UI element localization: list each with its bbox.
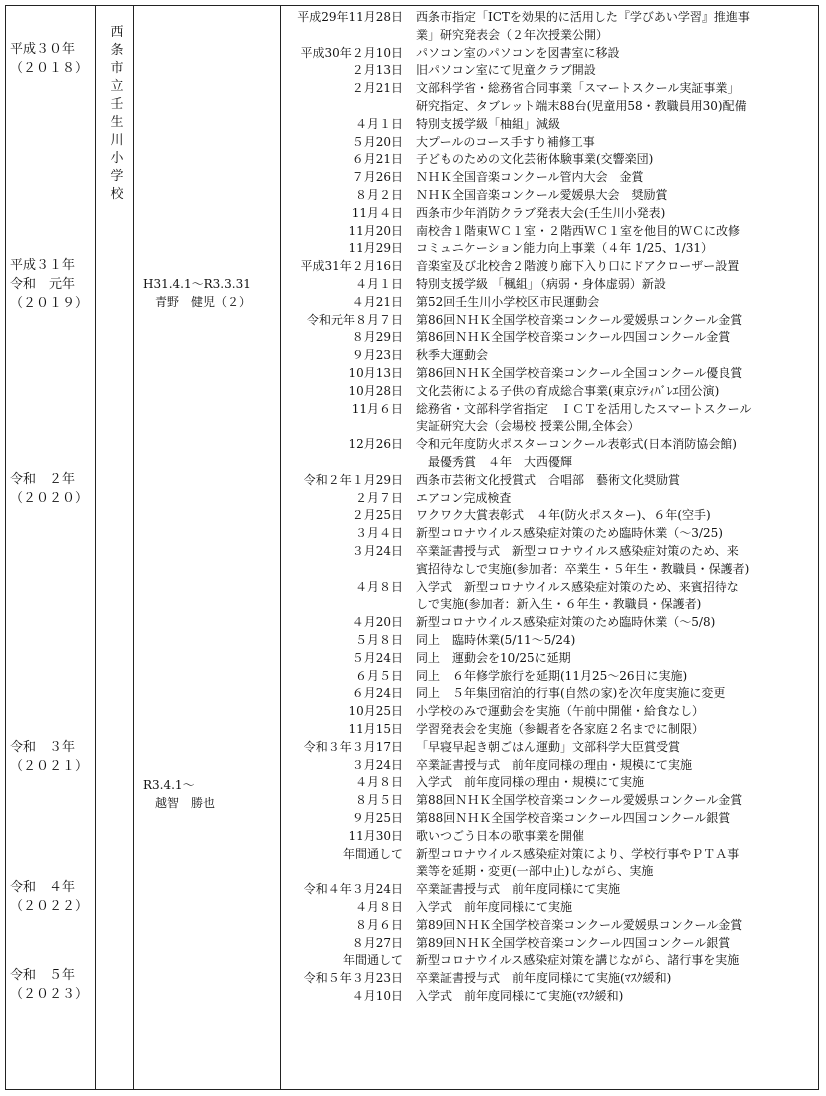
- event-row: [283, 756, 811, 774]
- event-date: ４月１日: [354, 116, 403, 131]
- event-text: 第88回ＮＨＫ全国学校音楽コンクール愛媛県コンクール金賞: [416, 793, 743, 808]
- principal-term: H31.4.1～R3.3.31 青野 健児（２）: [143, 277, 252, 309]
- event-row: [283, 987, 811, 1005]
- event-row: [283, 506, 811, 524]
- event-date: 10月13日: [348, 366, 403, 380]
- event-text: 第89回ＮＨＫ全国学校音楽コンクール愛媛県コンクール金賞: [416, 917, 743, 932]
- event-row: [283, 79, 811, 97]
- event-text: 同上 運動会を10/25に延期: [416, 650, 571, 665]
- school-name: 西 条 市 立 壬 生 川 小 学 校: [110, 25, 124, 202]
- event-date: 11月30日: [348, 828, 403, 843]
- event-row: [283, 489, 811, 507]
- event-row: [283, 204, 811, 222]
- event-text: 第88回ＮＨＫ全国学校音楽コンクール四国コンクール銀賞: [416, 811, 731, 825]
- event-row: [283, 916, 811, 934]
- event-row: [283, 524, 811, 542]
- event-date: ４月８日: [354, 775, 403, 790]
- event-date: ２月21日: [351, 81, 403, 96]
- event-row: [283, 382, 811, 400]
- event-text: 令和元年度防火ポスターコンクール表彰式(日本消防協会館): [416, 437, 737, 452]
- event-date: ４月20日: [351, 615, 403, 630]
- event-text: 西条市少年消防クラブ発表大会(壬生川小発表): [416, 205, 666, 220]
- event-text: 入学式 前年度同様にて実施(ﾏｽｸ緩和): [416, 989, 624, 1003]
- event-text: コミュニケーション能力向上事業（４年 1/25、1/31）: [416, 241, 713, 256]
- event-row: [283, 400, 811, 418]
- event-text: 特別支援学級 「楓組」（病弱・身体虚弱）新設: [416, 277, 666, 291]
- event-date: 令和２年１月29日: [303, 472, 403, 487]
- event-date: 年間通して: [342, 846, 403, 861]
- event-row: [283, 684, 811, 702]
- event-date: 令和４年３月24日: [303, 882, 403, 897]
- era-label: 令和 ４年 （２０２２）: [10, 880, 89, 914]
- event-text: 入学式 前年度同様の理由・規模にて実施: [416, 775, 645, 790]
- event-text: 第86回ＮＨＫ全国学校音楽コンクール愛媛県コンクール金賞: [416, 312, 743, 327]
- event-row: [283, 667, 811, 685]
- event-date: ２月13日: [351, 63, 403, 78]
- era-label: 令和 ５年 （２０２３）: [10, 968, 89, 1002]
- event-text: 卒業証書授与式 前年度同様にて実施: [416, 882, 621, 897]
- event-row: [283, 595, 811, 613]
- event-date: ３月24日: [351, 544, 403, 558]
- event-row: [283, 275, 811, 293]
- event-row: [283, 328, 811, 346]
- event-date: ８月27日: [351, 935, 403, 950]
- era-label: 令和 ２年 （２０２０）: [10, 472, 89, 506]
- event-row: [283, 773, 811, 791]
- event-text: 実証研究大会（会場校 授業公開,全体会）: [416, 419, 640, 434]
- event-text: 研究指定、タブレット端末88台(児童用58・教職員用30)配備: [416, 99, 747, 113]
- event-text: 「早寝早起き朝ごはん運動」文部科学大臣賞受賞: [416, 739, 681, 754]
- event-date: 11月20日: [348, 223, 403, 238]
- event-text: 卒業証書授与式 新型コロナウイルス感染症対策のため、来: [416, 544, 739, 558]
- event-date: 11月29日: [348, 241, 403, 256]
- event-text: 同上 臨時休業(5/11～5/24): [416, 633, 576, 647]
- event-text: 文部科学省・総務省合同事業「スマートスクール実証事業」: [416, 81, 740, 96]
- event-row: [283, 186, 811, 204]
- event-date: 12月26日: [348, 437, 403, 452]
- event-row: [283, 97, 811, 115]
- event-row: [283, 560, 811, 578]
- column-divider: [280, 5, 281, 1090]
- event-row: [283, 239, 811, 257]
- event-date: 11月６日: [351, 401, 403, 416]
- event-row: [283, 702, 811, 720]
- event-text: エアコン完成検査: [416, 490, 512, 505]
- event-text: 新型コロナウイルス感染症対策のため臨時休業（～3/25): [416, 526, 723, 541]
- era-label: 平成３０年 （２０１８）: [10, 42, 89, 76]
- event-row: [283, 311, 811, 329]
- event-date: ２月25日: [351, 508, 403, 523]
- event-date: 平成31年２月16日: [300, 259, 403, 274]
- event-row: [283, 257, 811, 275]
- event-date: ２月７日: [354, 490, 403, 505]
- event-row: [283, 738, 811, 756]
- event-date: ３月24日: [351, 757, 403, 772]
- event-row: [283, 8, 811, 26]
- event-text: 入学式 新型コロナウイルス感染症対策のため、来賓招待な: [416, 579, 739, 594]
- event-text: 秋季大運動会: [416, 348, 489, 363]
- event-text: 西条市芸術文化授賞式 合唱部 藝術文化奨励賞: [416, 472, 681, 487]
- event-date: 令和３年３月17日: [303, 739, 403, 754]
- event-text: 新型コロナウイルス感染症対策のため臨時休業（～5/8): [416, 615, 716, 630]
- event-text: 業」研究発表会（２年次授業公開）: [416, 27, 609, 42]
- event-row: [283, 26, 811, 44]
- event-date: ３月４日: [354, 526, 403, 541]
- event-text: 業等を延期・変更(一部中止)しながら、実施: [416, 864, 654, 879]
- event-date: ６月21日: [351, 152, 403, 167]
- event-text: 大プールのコース手すり補修工事: [416, 134, 595, 149]
- event-text: しで実施(参加者：新入生・６年生・教職員・保護者): [416, 597, 702, 612]
- event-text: 特別支援学級「柚組」減級: [416, 116, 561, 131]
- event-row: [283, 133, 811, 151]
- event-text: 入学式 前年度同様にて実施: [416, 900, 573, 914]
- event-text: 第86回ＮＨＫ全国学校音楽コンクール四国コンクール金賞: [416, 330, 731, 345]
- event-text: 卒業証書授与式 前年度同様の理由・規模にて実施: [416, 757, 693, 772]
- event-row: [283, 631, 811, 649]
- era-label: 平成３１年 令和 元年 （２０１９）: [10, 258, 89, 311]
- event-row: [283, 613, 811, 631]
- event-row: [283, 951, 811, 969]
- event-date: ６月５日: [354, 668, 403, 683]
- event-text: 子どものための文化芸術体験事業(交響楽団): [416, 152, 654, 167]
- event-row: [283, 435, 811, 453]
- event-text: 同上 ５年集団宿泊的行事(自然の家)を次年度実施に変更: [416, 686, 726, 701]
- event-text: ワクワク大賞表彰式 ４年(防火ポスター)、６年(空手): [416, 508, 711, 523]
- event-date: 10月25日: [348, 704, 403, 719]
- event-text: パソコン室のパソコンを図書室に移設: [416, 45, 620, 60]
- event-row: [283, 417, 811, 435]
- event-text: 総務省・文部科学省指定 ＩＣＴを活用したスマートスクール: [416, 401, 752, 416]
- event-text: 新型コロナウイルス感染症対策を講じながら、諸行事を実施: [416, 953, 740, 968]
- event-row: [283, 471, 811, 489]
- event-date: ５月８日: [354, 633, 403, 647]
- event-date: 11月15日: [348, 722, 403, 736]
- era-label: 令和 ３年 （２０２１）: [10, 740, 89, 774]
- event-text: 音楽室及び北校舎２階渡り廊下入り口にドアクローザー設置: [416, 259, 740, 274]
- event-date: ４月８日: [354, 900, 403, 914]
- event-date: 令和元年８月７日: [306, 312, 403, 327]
- event-date: 年間通して: [342, 953, 403, 968]
- event-date: ４月21日: [351, 294, 403, 309]
- event-row: [283, 150, 811, 168]
- event-text: ＮＨＫ全国音楽コンクール管内大会 金賞: [416, 170, 644, 185]
- event-row: [283, 168, 811, 186]
- event-date: ４月10日: [351, 989, 403, 1003]
- event-date: ８月29日: [351, 330, 403, 345]
- column-divider: [133, 5, 134, 1090]
- event-text: 同上 ６年修学旅行を延期(11月25～26日に実施): [416, 668, 688, 683]
- event-text: ＮＨＫ全国音楽コンクール愛媛県大会 奨励賞: [416, 188, 668, 202]
- event-text: 第89回ＮＨＫ全国学校音楽コンクール四国コンクール銀賞: [416, 935, 731, 950]
- event-row: [283, 827, 811, 845]
- event-row: [283, 61, 811, 79]
- event-text: 西条市指定「ICTを効果的に活用した『学びあい学習』推進事: [416, 10, 750, 24]
- event-text: 歌いつごう日本の歌事業を開催: [416, 828, 585, 843]
- event-date: 令和５年３月23日: [303, 971, 403, 986]
- event-row: [283, 934, 811, 952]
- event-date: ７月26日: [351, 170, 403, 185]
- event-row: [283, 346, 811, 364]
- principal-term: R3.4.1～ 越智 勝也: [143, 778, 216, 810]
- event-date: ４月８日: [354, 579, 403, 594]
- event-row: [283, 578, 811, 596]
- event-row: [283, 293, 811, 311]
- event-date: 平成30年２月10日: [300, 45, 403, 60]
- event-date: ４月１日: [354, 277, 403, 291]
- event-row: [283, 845, 811, 863]
- event-text: 旧パソコン室にて児童クラブ開設: [416, 63, 596, 78]
- event-date: 11月４日: [351, 205, 403, 220]
- event-row: [283, 862, 811, 880]
- event-row: [283, 364, 811, 382]
- event-row: [283, 542, 811, 560]
- event-date: ５月20日: [351, 134, 403, 149]
- event-date: ９月25日: [351, 811, 403, 825]
- event-date: ８月２日: [354, 188, 403, 202]
- event-date: ９月23日: [351, 348, 403, 363]
- event-row: [283, 649, 811, 667]
- event-text: 南校舎１階東ＷＣ１室・２階西ＷＣ１室を他目的ＷＣに改修: [416, 223, 741, 238]
- event-text: 卒業証書授与式 前年度同様にて実施(ﾏｽｸ緩和): [416, 971, 672, 986]
- column-divider: [95, 5, 96, 1090]
- event-text: 最優秀賞 ４年 大西優輝: [416, 455, 573, 469]
- event-row: [283, 969, 811, 987]
- event-row: [283, 453, 811, 471]
- event-text: 小学校のみで運動会を実施（午前中開催・給食なし）: [416, 704, 705, 719]
- event-text: 賓招待なしで実施(参加者：卒業生・５年生・教職員・保護者): [416, 561, 750, 576]
- event-row: [283, 809, 811, 827]
- event-date: ６月24日: [351, 686, 403, 701]
- event-row: [283, 44, 811, 62]
- event-date: ８月６日: [354, 917, 403, 932]
- event-text: 第52回壬生川小学校区市民運動会: [416, 294, 600, 309]
- event-row: [283, 720, 811, 738]
- event-text: 学習発表会を実施（参観者を各家庭２名までに制限）: [416, 722, 705, 736]
- event-date: ５月24日: [351, 650, 403, 665]
- event-row: [283, 115, 811, 133]
- event-text: 文化芸術による子供の育成総合事業(東京ｼﾃｨﾊﾞﾚｴ団公演): [416, 383, 720, 398]
- event-row: [283, 222, 811, 240]
- event-text: 新型コロナウイルス感染症対策により、学校行事やＰＴＡ事: [416, 846, 740, 861]
- event-date: 10月28日: [348, 383, 403, 398]
- event-row: [283, 791, 811, 809]
- event-row: [283, 880, 811, 898]
- event-date: ８月５日: [354, 793, 403, 808]
- event-row: [283, 898, 811, 916]
- event-date: 平成29年11月28日: [297, 10, 403, 24]
- event-text: 第86回ＮＨＫ全国学校音楽コンクール全国コンクール優良賞: [416, 366, 743, 380]
